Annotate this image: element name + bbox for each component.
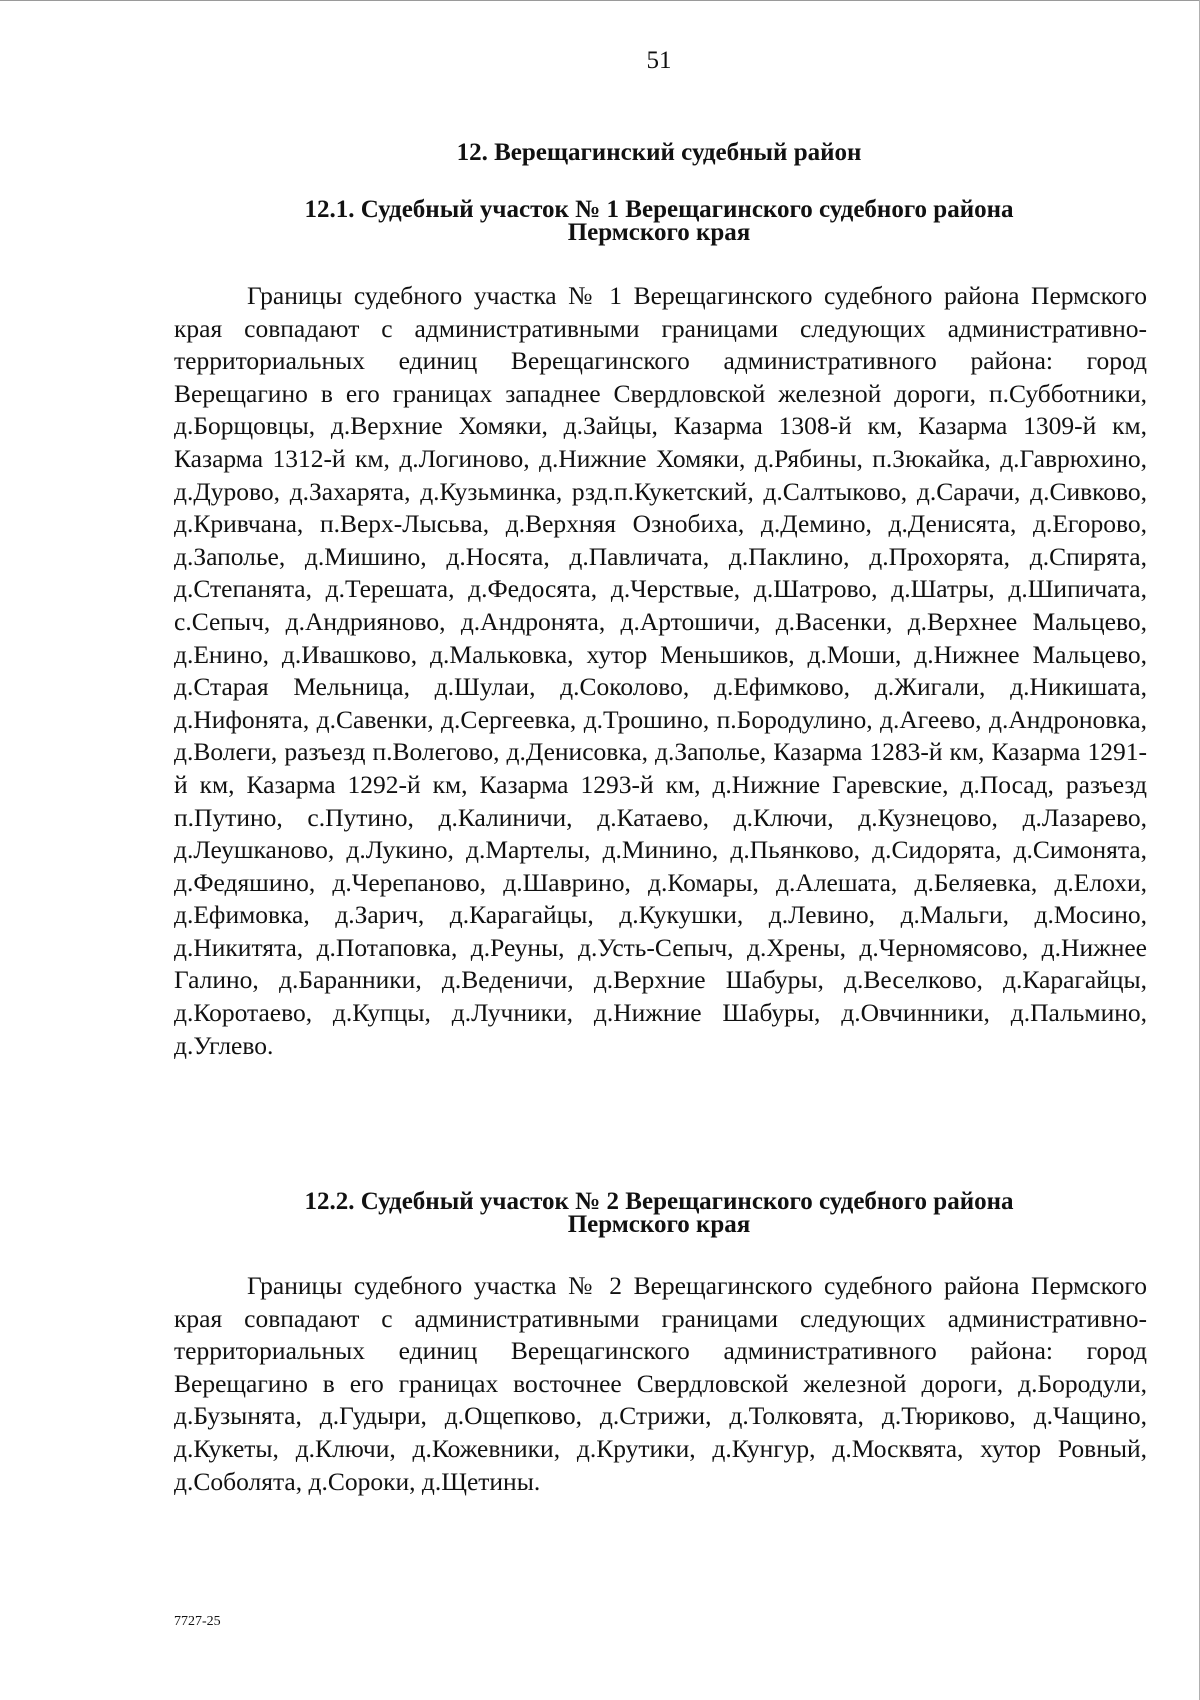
subsection-2-title-line-2: Пермского края (567, 1211, 751, 1238)
subsection-1-paragraph: Границы судебного участка № 1 Верещагинского судебного района Пермского края совпадают с административными границами следующих административно-территориальных единиц Верещагинского административного района: город Верещагино в его границах западнее Свердловской железной дороги, п.Субботники, д.Борщовцы, д.Верхние Хомяки, д.Зайцы, Казарма 1308-й км, Казарма 1309-й км, Казарма 1312-й км, д.Логиново, д.Нижние Хомяки, д.Рябины, п.Зюкайка, д.Гаврюхино, д.Дурово, д.Захарята, д.Кузьминка, рзд.п.Кукетский, д.Салтыково, д.Сарачи, д.Сивково, д.Кривчана, п.Верх-Лысьва, д.Верхняя Ознобиха, д.Демино, д.Денисята, д.Егорово, д.Заполье, д.Мишино, д.Носята, д.Павличата, д.Паклино, д.Прохорята, д.Спирята, д.Степанята, д.Терешата, д.Федосята, д.Черствые, д.Шатрово, д.Шатры, д.Шипичата, с.Сепыч, д.Андрияново, д.Андронята, д.Артошичи, д.Васенки, д.Верхнее Мальцево, д.Енино, д.Ивашково, д.Мальковка, хутор Меньшиков, д.Моши, д.Нижнее Мальцево, д.Старая Мельница, д.Шулаи, д.Соколово, д.Ефимково, д.Жигали, д.Никишата, д.Нифонята, д.Савенки, д.Сергеевка, д.Трошино, п.Бородулино, д.Агеево, д.Андроновка, д.Волеги, разъезд п.Волегово, д.Денисовка, д.Заполье, Казарма 1283-й км, Казарма 1291-й км, Казарма 1292-й км, Казарма 1293-й км, д.Нижние Гаревские, д.Посад, разъезд п.Путино, с.Путино, д.Калиничи, д.Катаево, д.Ключи, д.Кузнецово, д.Лазарево, д.Леушканово, д.Лукино, д.Мартелы, д.Минино, д.Пьянково, д.Сидорята, д.Симонята, д.Федяшино, д.Черепаново, д.Шаврино, д.Комары, д.Алешата, д.Беляевка, д.Елохи, д.Ефимовка, д.Зарич, д.Карагайцы, д.Кукушки, д.Левино, д.Мальги, д.Мосино, д.Никитята, д.Потаповка, д.Реуны, д.Усть-Сепыч, д.Хрены, д.Черномясово, д.Нижнее Галино, д.Баранники, д.Веденичи, д.Верхние Шабуры, д.Веселково, д.Карагайцы, д.Коротаево, д.Купцы, д.Лучники, д.Нижние Шабуры, д.Овчинники, д.Пальмино, д.Углево. (174, 281, 1147, 1060)
subsection-2-title (0, 1190, 1200, 1236)
subsection-1-title-line-1: 12.1. Судебный участок № 1 Верещагинского судебного района (304, 196, 1014, 223)
document-code: 7727-25 (174, 1614, 221, 1629)
scan-edge-top (0, 0, 1200, 1)
section-title: 12. Верещагинский судебный район (456, 139, 862, 166)
page-number: 51 (646, 47, 672, 74)
subsection-1-title-line-2: Пермского края (567, 219, 751, 246)
subsection-1-title (0, 198, 1200, 244)
subsection-2-paragraph: Границы судебного участка № 2 Верещагинского судебного района Пермского края совпадают с административными границами следующих административно-территориальных единиц Верещагинского административного района: город Верещагино в его границах восточнее Свердловской железной дороги, д.Бородули, д.Бузынята, д.Гудыри, д.Ощепково, д.Стрижи, д.Толковята, д.Тюриково, д.Чащино, д.Кукеты, д.Ключи, д.Кожевники, д.Крутики, д.Кунгур, д.Москвята, хутор Ровный, д.Соболята, д.Сороки, д.Щетины. (174, 1271, 1147, 1496)
subsection-2-title-line-1: 12.2. Судебный участок № 2 Верещагинского судебного района (304, 1188, 1014, 1215)
